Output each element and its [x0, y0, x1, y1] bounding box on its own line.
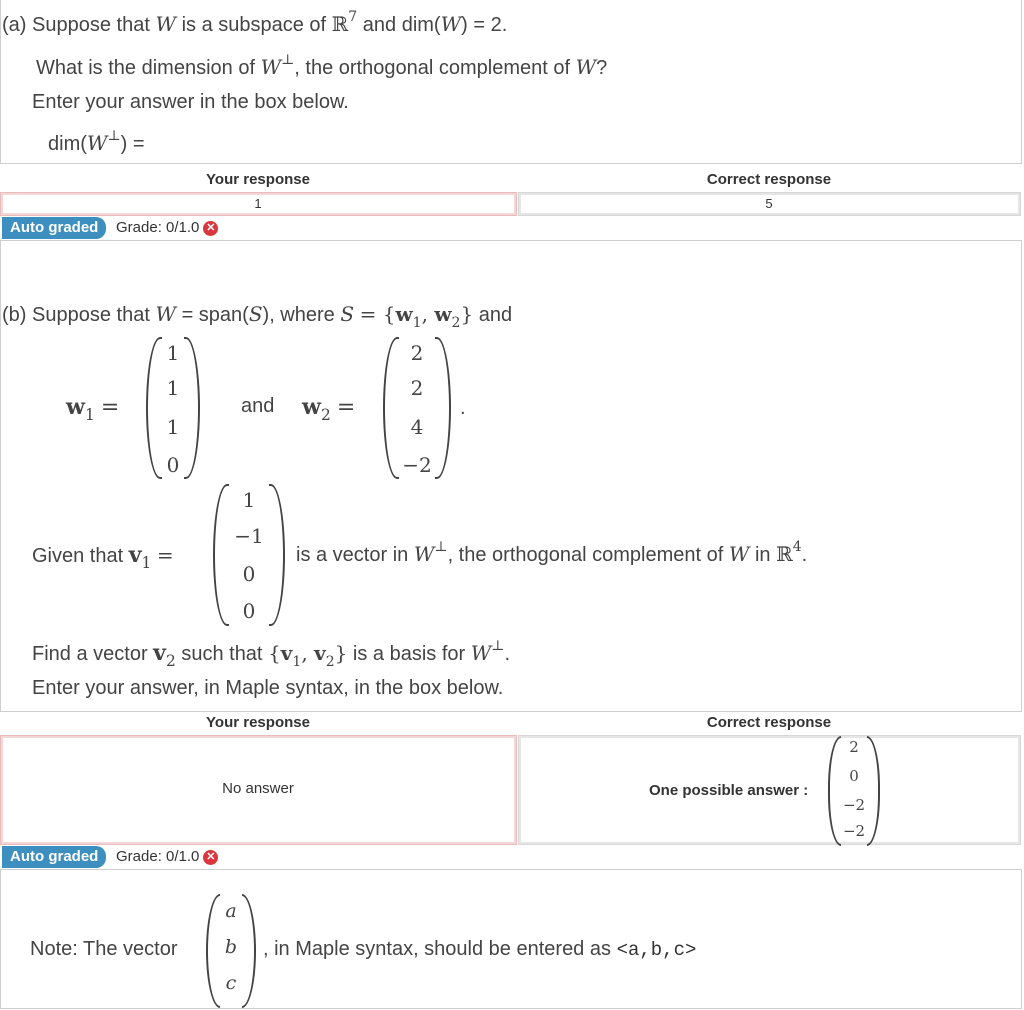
math-W: W — [470, 641, 492, 665]
text: such that — [181, 643, 263, 665]
w1-entry: 1 — [166, 376, 180, 400]
text: is a subspace of — [181, 14, 327, 36]
grade-value: Grade: 0/1.0 — [116, 848, 200, 865]
equals: = — [100, 395, 120, 420]
math-W-perp — [413, 539, 448, 566]
math-W: W — [155, 12, 176, 36]
subscript: 2 — [325, 654, 335, 670]
incorrect-icon: ✕ — [203, 221, 218, 236]
w1-entry: 0 — [166, 453, 180, 477]
text: } — [460, 302, 474, 326]
text: and dim( — [362, 14, 441, 36]
v1-entry: 0 — [242, 562, 256, 586]
math-W: W — [413, 542, 435, 566]
subscript: 2 — [451, 315, 461, 331]
text: in — [754, 544, 771, 566]
v-symbol: v — [153, 640, 166, 666]
math-R7 — [331, 9, 358, 36]
math-S: S — [248, 302, 263, 326]
v1-entry: 1 — [242, 488, 256, 512]
exponent: 4 — [792, 539, 802, 555]
w1-vector — [146, 337, 200, 475]
w1-label — [66, 394, 120, 424]
w2-entry: −2 — [402, 453, 432, 477]
math-W: W — [86, 131, 108, 155]
correct-response-header: Correct response — [706, 171, 832, 188]
grade-text — [116, 219, 218, 236]
w1-entry: 1 — [166, 341, 180, 365]
enter-instruction: Enter your answer, in Maple syntax, in the box below. — [32, 677, 504, 699]
text: . — [801, 544, 808, 566]
correct-entry: 2 — [849, 738, 859, 756]
reals-symbol: ℝ — [331, 12, 349, 36]
part-a-dim-label — [48, 128, 145, 156]
math-W: W — [440, 12, 462, 36]
v1-entry: −1 — [234, 524, 264, 548]
correct-response-header: Correct response — [706, 714, 832, 731]
text: is a basis for — [352, 643, 466, 665]
and-word: and — [241, 395, 275, 417]
set-expression — [359, 302, 474, 331]
your-response-value: 1 — [254, 196, 262, 211]
note-entry: b — [224, 936, 238, 958]
v-symbol: v — [128, 542, 142, 568]
w-symbol: w — [434, 302, 452, 326]
perp-symbol: ⊥ — [491, 638, 505, 654]
v-symbol: v — [280, 641, 293, 665]
w2-entry: 2 — [410, 376, 424, 400]
text: = { — [359, 302, 396, 326]
period: . — [460, 397, 466, 419]
perp-symbol: ⊥ — [281, 52, 295, 68]
subscript: 2 — [165, 652, 176, 670]
equals: = — [156, 543, 174, 567]
w-symbol: w — [302, 394, 321, 420]
text: , in Maple syntax, should be entered as — [263, 938, 611, 960]
text: Given that — [32, 545, 124, 567]
math-W: W — [155, 302, 176, 326]
math-S: S — [340, 302, 355, 326]
text: (b) Suppose that — [2, 304, 150, 326]
correct-response-label: One possible answer : — [649, 782, 809, 799]
part-a-instruction: Enter your answer in the box below. — [32, 91, 349, 113]
part-a-question-line1 — [2, 9, 508, 37]
note-entry: c — [225, 972, 237, 994]
your-response-value: No answer — [222, 780, 294, 797]
math-R4 — [776, 539, 802, 566]
exponent: 7 — [348, 9, 358, 25]
subscript: 2 — [320, 406, 331, 424]
text: (a) Suppose that — [2, 14, 150, 36]
v1-vector — [213, 484, 285, 622]
text: , — [301, 641, 308, 665]
note-suffix — [263, 938, 696, 961]
w2-entry: 2 — [410, 341, 424, 365]
subscript: 1 — [292, 654, 302, 670]
math-W: W — [260, 55, 282, 79]
perp-symbol: ⊥ — [434, 539, 448, 555]
grade-text — [116, 848, 218, 865]
correct-response-value: 5 — [765, 196, 773, 211]
subscript: 1 — [141, 554, 152, 572]
your-response-header: Your response — [206, 714, 310, 731]
grade-value: Grade: 0/1.0 — [116, 219, 200, 236]
correct-entry: −2 — [842, 796, 866, 814]
correct-entry: 0 — [849, 767, 859, 785]
reals-symbol: ℝ — [776, 542, 793, 566]
find-line — [32, 638, 511, 670]
note-prefix: Note: The vector — [30, 938, 178, 960]
math-W-perp — [260, 52, 295, 79]
part-a-question-line2 — [36, 52, 608, 80]
correct-answer-vector — [828, 736, 880, 842]
auto-graded-badge: Auto graded — [2, 846, 106, 868]
your-response-header: Your response — [206, 171, 310, 188]
text: ), where — [262, 304, 335, 326]
text: , the orthogonal complement of — [294, 57, 571, 79]
text: is a vector in — [296, 544, 409, 566]
correct-entry: −2 — [842, 822, 866, 840]
text: Find a vector — [32, 643, 148, 665]
subscript: 1 — [84, 406, 95, 424]
basis-set: {$v_1$, $v_2$} — [268, 641, 348, 670]
w2-vector — [383, 337, 451, 475]
text: ) = — [120, 133, 145, 155]
text: , the orthogonal complement of — [447, 544, 724, 566]
math-W: W — [575, 55, 597, 79]
w1-entry: 1 — [166, 415, 180, 439]
w-symbol: w — [66, 394, 85, 420]
text: ? — [596, 57, 608, 79]
math-W: W — [728, 542, 750, 566]
maple-syntax: <a,b,c> — [616, 939, 697, 961]
equals: = — [336, 395, 356, 420]
text: , — [421, 302, 428, 326]
w-symbol: w — [395, 302, 413, 326]
math-W-perp — [470, 638, 505, 665]
text: = span( — [181, 304, 249, 326]
perp-symbol: ⊥ — [107, 128, 121, 144]
subscript: 1 — [412, 315, 422, 331]
given-prefix — [32, 542, 174, 572]
math-W-perp — [86, 128, 121, 155]
given-suffix — [296, 539, 808, 567]
note-entry: a — [225, 900, 237, 922]
note-vector — [206, 894, 256, 1004]
text: dim( — [48, 133, 87, 155]
v-symbol: v — [314, 641, 326, 665]
v1-entry: 0 — [242, 599, 256, 623]
part-b-question-line1 — [2, 302, 513, 331]
text: ) = 2. — [461, 14, 508, 36]
auto-graded-badge: Auto graded — [2, 217, 106, 239]
text: and — [478, 304, 513, 326]
w2-label — [302, 394, 356, 424]
w2-entry: 4 — [410, 415, 424, 439]
text: . — [504, 643, 511, 665]
text: What is the dimension of — [36, 57, 255, 79]
incorrect-icon: ✕ — [203, 850, 218, 865]
